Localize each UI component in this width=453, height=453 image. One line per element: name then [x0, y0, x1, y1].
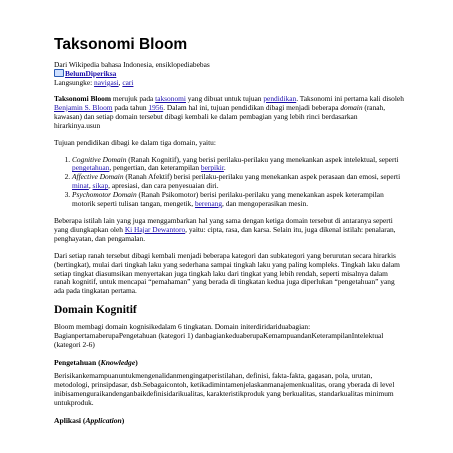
subheading-pengetahuan: Pengetahuan (Knowledge)	[54, 357, 138, 367]
link-minat[interactable]: minat	[72, 181, 89, 191]
review-status	[54, 69, 404, 78]
jump-nav-link[interactable]: navigasi	[94, 78, 119, 87]
section-heading-kognitif: Domain Kognitif	[54, 304, 137, 317]
domains-intro: Tujuan pendidikan dibagi ke dalam tiga domain, yaitu:	[54, 137, 216, 147]
link-benjamin-bloom[interactable]: Benjamin S. Bloom	[54, 102, 113, 112]
link-sikap[interactable]: sikap	[92, 181, 109, 191]
link-1956[interactable]: 1956	[148, 102, 164, 112]
review-status-link[interactable]: BelumDiperiksa	[65, 69, 117, 78]
link-berpikir[interactable]: berpikir	[200, 163, 224, 173]
jump-label: Langsungke:	[54, 78, 95, 87]
link-pengetahuan[interactable]: pengetahuan	[72, 163, 110, 173]
list-item: 2. Affective Domain (Ranah Afektif) berisi perilaku-perilaku yang menekankan aspek perasaan dan emosi, seperti minat, sikap, apresiasi, dan cara penyesuaian diri.	[72, 173, 404, 191]
link-pendidikan[interactable]: pendidikan	[263, 94, 297, 103]
istilah-paragraph: Beberapa istilah lain yang juga menggambarkan hal yang sama dengan ketiga domain tersebut di antaranya seperti yang diungkapkan oleh Ki Hajar Dewantoro, yaitu: cipta, rasa, dan karsa. Selain itu, juga dikenal istilah: penalaran, penghayatan, dan pengamalan.	[54, 215, 396, 243]
jump-links: Langsungke: navigasi, cari	[54, 78, 134, 87]
link-taksonomi[interactable]: taksonomi	[155, 94, 186, 103]
kognitif-paragraph: Bloom membagi domain kognisikedalam 6 tingkatan. Domain initerdiridariduabagian: BagianpertamaberupaPengetahuan (kategori 1) danbagiankeduaberupaKemampuandanKeterampilanIntelektual (kategori 2-6)	[54, 322, 384, 350]
link-ki-hajar-dewantoro[interactable]: Ki Hajar Dewantoro	[124, 224, 186, 234]
article-page	[54, 36, 404, 430]
list-item: 1. Cognitive Domain (Ranah Kognitif), yang berisi perilaku-perilaku yang menekankan aspek intelektual, seperti pengetahuan, pengertian, dan keterampilan berpikir.	[72, 156, 404, 174]
jump-search-link[interactable]: cari	[122, 78, 134, 87]
list-item: 3. Psychomotor Domain (Ranah Psikomotor) berisi perilaku-perilaku yang menekankan aspek keterampilan motorik seperti tulisan tangan, mengetik, berenang, dan mengoperasikan mesin.	[72, 191, 404, 209]
intro-term: Taksonomi Bloom	[54, 94, 112, 103]
page-title: Taksonomi Bloom	[54, 36, 188, 53]
review-badge-icon	[54, 69, 64, 77]
pengetahuan-paragraph: Berisikankemampuanuntukmengenalidanmengingatperistilahan, definisi, fakta-fakta, gagasan, pola, urutan, metodologi, prinsipdasar, dsb.Sebagaicontoh, ketikadimintamenjelaskanmanajemenkualitas, orang yberada di level inibisamenguraikandenganbaikdefinisidarikualitas, karakteristikproduk yang berkualitas, standarkualitas minimum untukproduk.	[54, 370, 395, 407]
link-berenang[interactable]: berenang	[194, 199, 223, 209]
intro-paragraph: Taksonomi Bloom merujuk pada taksonomi yang dibuat untuk tujuan pendidikan. Taksonomi ini pertama kali disoleh Benjamin S. Bloom pada tahun 1956. Dalam hal ini, tujuan pendidikan dibagi menjadi beberapa domain (ranah, kawasan) dan setiap domain tersebut dibagi kembali ke dalam pembagian yang lebih rinci berdasarkan hirarkinya.usun	[54, 94, 404, 130]
ranah-paragraph: Dari setiap ranah tersebut dibagi kembali menjadi beberapa kategori dan subkategori yang berurutan secara hirarkis (bertingkat), mulai dari tingkah laku yang sederhana sampai tingkah laku yang paling kompleks. Tingkah laku dalam setiap tingkat diasumsikan menyertakan juga tingkah laku dari tingkat yang lebih rendah, seperti misalnya dalam ranah kognitif, untuk mencapai “pemahaman” yang berada di tingkatan kedua juga diperlukan “pengetahuan” yang ada pada tingkatan pertama.	[54, 250, 400, 296]
source-line: Dari Wikipedia bahasa Indonesia, ensiklopediabebas	[54, 60, 210, 69]
domain-list	[54, 156, 404, 209]
subheading-aplikasi: Aplikasi (Application)	[54, 415, 125, 425]
